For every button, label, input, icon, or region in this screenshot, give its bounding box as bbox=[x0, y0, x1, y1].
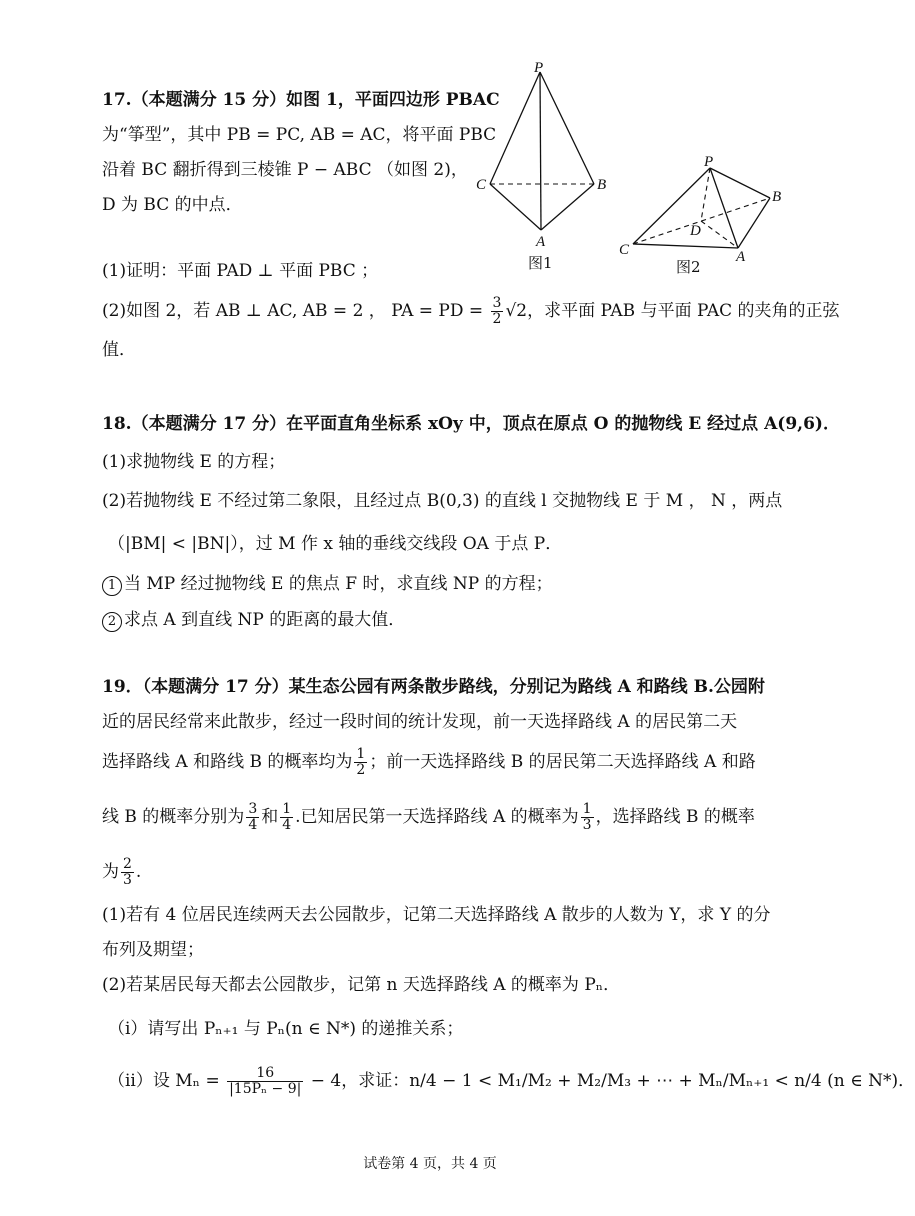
frac-num: 1 bbox=[356, 746, 366, 762]
q19-part1: (1)若有 4 位居民连续两天去公园散步，记第二天选择路线 A 散步的人数为 Y，求 Y 的分 bbox=[102, 905, 771, 925]
q17-part1: (1)证明：平面 PAD ⊥ 平面 PBC ； bbox=[102, 261, 379, 281]
q17-part2 bbox=[102, 296, 840, 327]
fig2-label-b: B bbox=[772, 189, 782, 205]
page-footer: 试卷第 4 页，共 4 页 bbox=[363, 1156, 497, 1172]
q19-line4-d: ，选择路线 B 的概率 bbox=[595, 807, 755, 827]
frac-num: 16 bbox=[227, 1066, 303, 1082]
q19-line3 bbox=[102, 747, 756, 778]
figure1 bbox=[476, 60, 606, 250]
q19-line3-b: ；前一天选择路线 B 的居民第二天选择路线 A 和路 bbox=[369, 752, 756, 772]
q19-part2-i: （i）请写出 Pₙ₊₁ 与 Pₙ(n ∈ N*) 的递推关系； bbox=[108, 1019, 464, 1039]
q18-part2-cont: （|BM| < |BN|），过 M 作 x 轴的垂线交线段 OA 于点 P． bbox=[108, 534, 563, 554]
q19-line4-c: .已知居民第一天选择路线 A 的概率为 bbox=[295, 807, 579, 827]
q18-sub1-text: 当 MP 经过抛物线 E 的焦点 F 时，求直线 NP 的方程； bbox=[124, 574, 553, 594]
q19-part2-ii bbox=[108, 1066, 915, 1097]
figure-diagrams bbox=[470, 58, 800, 278]
fig2-label-d: D bbox=[690, 223, 701, 239]
q19-line2: 近的居民经常来此散步，经过一段时间的统计发现，前一天选择路线 A 的居民第二天 bbox=[102, 712, 738, 732]
q18-sub2-text: 求点 A 到直线 NP 的距离的最大值． bbox=[124, 610, 406, 630]
q17-part2-text-b: ，求平面 PAB 与平面 PAC 的夹角的正弦 bbox=[527, 301, 840, 321]
fig1-caption: 图1 bbox=[528, 254, 553, 272]
q19-line3-a: 选择路线 A 和路线 B 的概率均为 bbox=[102, 752, 353, 772]
fraction-three-halves bbox=[491, 296, 504, 327]
circled-number-2: 2 bbox=[102, 612, 122, 632]
q17-line4: D 为 BC 的中点． bbox=[102, 195, 243, 215]
sqrt-two: √2 bbox=[505, 301, 528, 321]
frac-den: |15Pₙ − 9| bbox=[229, 1081, 302, 1097]
fig1-label-c: C bbox=[476, 177, 487, 193]
q19-line4-b: 和 bbox=[261, 807, 279, 827]
frac-num: 1 bbox=[582, 801, 592, 817]
q18-sub2 bbox=[102, 608, 405, 632]
fraction-three-quarters bbox=[246, 802, 259, 833]
q19-ii-b: − 4，求证： bbox=[305, 1071, 410, 1091]
fig1-label-p: P bbox=[534, 60, 544, 76]
q19-part2: (2)若某居民每天都去公园散步，记第 n 天选择路线 A 的概率为 Pₙ． bbox=[102, 975, 621, 995]
fraction-mn bbox=[227, 1066, 303, 1097]
frac-num: 3 bbox=[248, 801, 258, 817]
frac-num: 1 bbox=[282, 801, 292, 817]
fig1-label-b: B bbox=[597, 177, 607, 193]
frac-den: 4 bbox=[282, 817, 292, 833]
fig2-label-p: P bbox=[704, 154, 714, 170]
q19-line4 bbox=[102, 802, 755, 833]
frac-den: 3 bbox=[582, 817, 592, 833]
q18-part2: (2)若抛物线 E 不经过第二象限，且经过点 B(0,3) 的直线 l 交抛物线 E 于 M ， N ，两点 bbox=[102, 491, 783, 511]
fig1-label-a: A bbox=[536, 234, 546, 250]
fraction-one-half bbox=[354, 747, 367, 778]
q19-line5 bbox=[102, 857, 141, 888]
q17-line1: 17.（本题满分 15 分）如图 1，平面四边形 PBAC bbox=[102, 90, 500, 110]
q19-line5-a: 为 bbox=[102, 862, 119, 882]
q17-line2: 为“筝型”，其中 PB = PC, AB = AC，将平面 PBC bbox=[102, 125, 497, 145]
q17-part2-end: 值． bbox=[102, 340, 136, 360]
frac-den: 3 bbox=[123, 872, 132, 888]
q18-part1: (1)求抛物线 E 的方程； bbox=[102, 452, 286, 472]
q19-part1-cont: 布列及期望； bbox=[102, 940, 204, 960]
fraction-two-thirds bbox=[121, 857, 134, 888]
q19-ii-a: （ii）设 Mₙ = bbox=[108, 1071, 226, 1091]
frac-den: 4 bbox=[248, 817, 258, 833]
q19-line5-b: . bbox=[135, 862, 142, 882]
frac-den: 2 bbox=[356, 762, 366, 778]
q19-line4-a: 线 B 的概率分别为 bbox=[102, 807, 245, 827]
frac-num: 2 bbox=[123, 856, 132, 872]
frac-num: 3 bbox=[492, 295, 502, 311]
frac-den: 2 bbox=[492, 311, 502, 327]
figure2 bbox=[619, 154, 781, 265]
fig2-label-c: C bbox=[619, 242, 630, 258]
q18-sub1 bbox=[102, 572, 553, 596]
q19-ii-inequality: n/4 − 1 < M₁/M₂ + M₂/M₃ + ⋯ + Mₙ/Mₙ₊₁ < n/4 (n ∈ N*)． bbox=[409, 1071, 915, 1091]
fraction-one-third bbox=[581, 802, 594, 833]
circled-number-1: 1 bbox=[102, 576, 122, 596]
fraction-one-quarter bbox=[280, 802, 293, 833]
fig2-label-a: A bbox=[736, 249, 746, 265]
q18-line1: 18.（本题满分 17 分）在平面直角坐标系 xOy 中，顶点在原点 O 的抛物线 E 经过点 A(9,6)． bbox=[102, 414, 840, 434]
fig2-caption: 图2 bbox=[676, 258, 701, 276]
q17-line3: 沿着 BC 翻折得到三棱锥 P − ABC （如图 2)， bbox=[102, 160, 468, 180]
q17-part2-text-a: (2)如图 2，若 AB ⊥ AC, AB = 2 ， PA = PD = bbox=[102, 301, 489, 321]
q19-line1: 19．（本题满分 17 分）某生态公园有两条散步路线，分别记为路线 A 和路线 B.公园附 bbox=[102, 677, 765, 697]
